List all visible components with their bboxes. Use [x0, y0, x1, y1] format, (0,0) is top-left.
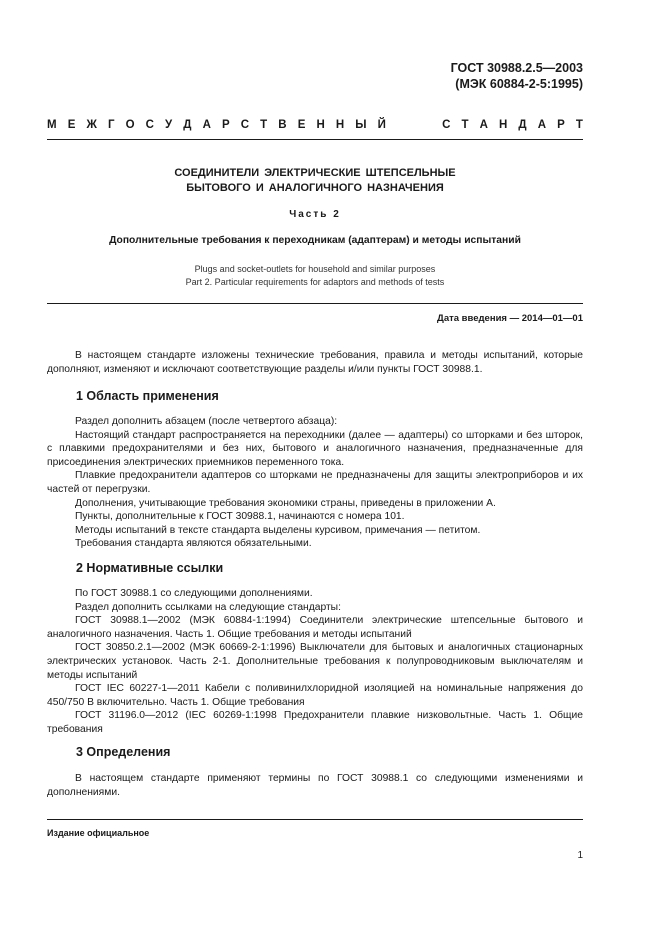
paragraph: Пункты, дополнительные к ГОСТ 30988.1, начинаются с номера 101.: [75, 511, 405, 523]
gost-code: ГОСТ 30988.2.5—2003: [450, 61, 583, 75]
banner-letter: Т: [461, 119, 469, 131]
section-1-heading: 1 Область применения: [76, 389, 219, 403]
page-number: 1: [577, 850, 583, 861]
paragraph: Настоящий стандарт распространяется на переходники (далее — адаптеры) со шторками и без шторок, с плавкими предохранителями и без них, бытового и аналогичного назначения, предназначенные для присоединения электрических приемников переменного тока.: [47, 429, 583, 468]
paragraph: Раздел дополнить абзацем (после четвертого абзаца):: [75, 416, 338, 427]
official-edition-label: Издание официальное: [47, 828, 150, 838]
banner-letter: Т: [575, 119, 583, 131]
banner-letter: С: [145, 119, 154, 131]
english-title-line-2: Part 2. Particular requirements for adaptors and methods of tests: [185, 277, 445, 287]
paragraph: В настоящем стандарте изложены технические требования, правила и методы испытаний, которые дополняют, изменяют и исключают соответствующие разделы и/или пункты ГОСТ 30988.1.: [47, 350, 583, 375]
section-3-heading: 3 Определения: [76, 745, 171, 759]
effective-date: Дата введения — 2014—01—01: [437, 313, 583, 324]
document-title: [47, 166, 583, 196]
banner-letter: А: [202, 119, 211, 131]
banner-letter: Ы: [355, 119, 367, 131]
title-line-1: СОЕДИНИТЕЛИ ЭЛЕКТРИЧЕСКИЕ ШТЕПСЕЛЬНЫЕ: [174, 167, 456, 179]
standard-designation: [451, 60, 583, 92]
paragraph: Плавкие предохранители адаптеров со шторками не предназначены для защиты электроприборов и их частей от перегрузки.: [47, 470, 583, 495]
section-2-heading: 2 Нормативные ссылки: [76, 561, 224, 575]
document-subtitle: Дополнительные требования к переходникам (адаптерам) и методы испытаний: [109, 235, 521, 246]
banner-letter: Д: [183, 119, 192, 131]
top-divider: [47, 139, 583, 140]
part-number: Часть 2: [289, 209, 341, 220]
banner-letter: Н: [316, 119, 325, 131]
paragraph: Раздел дополнить ссылками на следующие стандарты:: [75, 601, 341, 613]
paragraph: Дополнения, учитывающие требования экономики страны, приведены в приложении А.: [75, 497, 496, 509]
section-3-body: [47, 772, 583, 799]
paragraph: ГОСТ IEC 60227-1—2011 Кабели с поливинилхлоридной изоляцией на номинальные напряжения до 450/750 В включительно. Часть 1. Общие требования: [47, 683, 583, 708]
banner-letter: Г: [107, 119, 115, 131]
banner-letter: В: [278, 119, 287, 131]
banner-letter: О: [125, 119, 135, 131]
banner-letter: А: [479, 119, 488, 131]
banner-letter: У: [165, 119, 173, 131]
paragraph: ГОСТ 31196.0—2012 (IEC 60269-1:1998 Предохранители плавкие низковольтные. Часть 1. Общие требования: [47, 710, 583, 735]
english-title-line-1: Plugs and socket-outlets for household and similar purposes: [194, 264, 436, 274]
footer-divider: [47, 819, 583, 820]
banner-letter: А: [537, 119, 547, 131]
paragraph: Требования стандарта являются обязательными.: [75, 538, 312, 550]
banner-letter: Й: [377, 119, 386, 131]
english-title: [47, 263, 583, 289]
banner-letter: Н: [335, 119, 345, 131]
banner-letter: Ж: [86, 119, 97, 131]
section-1-body: [47, 415, 583, 551]
paragraph: ГОСТ 30988.1—2002 (МЭК 60884-1:1994) Соединители электрические штепсельные бытового и аналогичного назначения. Часть 1. Общие требования и методы испытаний: [47, 615, 583, 640]
paragraph: ГОСТ 30850.2.1—2002 (МЭК 60669-2-1:1996) Выключатели для бытовых и аналогичных стационарных электрических установок. Часть 2-1. Дополнительные требования к полупроводниковым выключателям и методы испытаний: [47, 642, 583, 681]
title-line-2: БЫТОВОГО И АНАЛОГИЧНОГО НАЗНАЧЕНИЯ: [186, 182, 444, 194]
intro-paragraph: [47, 349, 583, 376]
banner-letter: Н: [499, 119, 508, 131]
paragraph: В настоящем стандарте применяют термины по ГОСТ 30988.1 со следующими изменениями и дополнениями.: [47, 773, 583, 798]
banner-letter: Д: [518, 119, 527, 131]
banner-letter: Т: [260, 119, 268, 131]
section-2-body: [47, 587, 583, 737]
iec-code: (МЭК 60884-2-5:1995): [455, 77, 583, 91]
banner-gap: [397, 119, 431, 131]
interstate-standard-banner: [47, 119, 583, 131]
banner-letter: Р: [221, 119, 230, 131]
banner-letter: С: [240, 119, 250, 131]
banner-letter: Р: [557, 119, 565, 131]
paragraph: По ГОСТ 30988.1 со следующими дополнениями.: [75, 588, 313, 599]
banner-letter: Е: [297, 119, 306, 131]
paragraph: Методы испытаний в тексте стандарта выделены курсивом, примечания — петитом.: [75, 524, 481, 536]
banner-letter: С: [442, 119, 451, 131]
banner-letter: Е: [67, 119, 76, 131]
banner-letter: М: [47, 119, 57, 131]
title-divider: [47, 303, 583, 304]
